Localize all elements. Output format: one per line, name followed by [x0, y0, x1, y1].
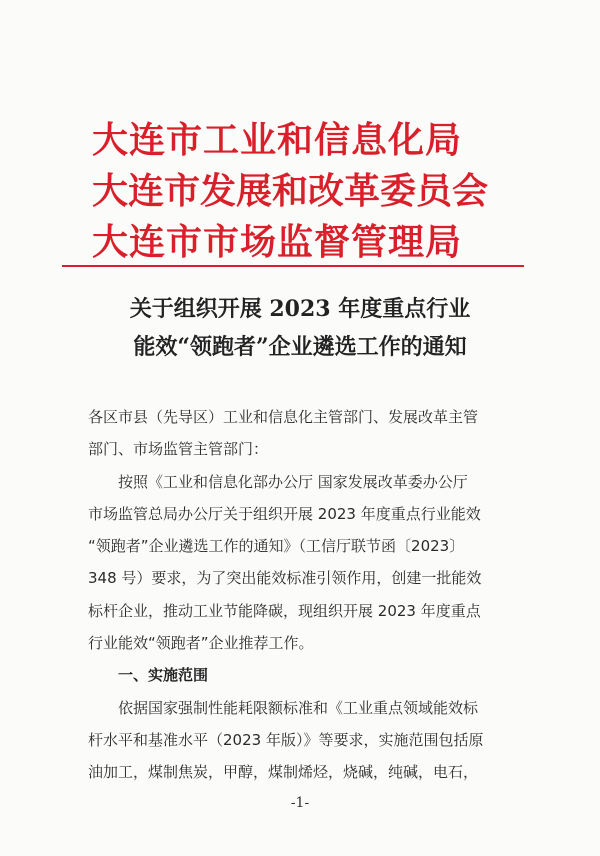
section-heading-scope: 一、实施范围	[118, 666, 209, 685]
letterhead-org-market-supervision: 大连市市场监督管理局	[92, 221, 463, 263]
body-line: 依据国家强制性能耗限额标准和《工业重点领域能效标	[118, 698, 479, 717]
letterhead-org-industry-it: 大连市工业和信息化局	[92, 119, 463, 161]
letterhead-org-development-reform: 大连市发展和改革委员会	[92, 170, 489, 212]
document-body	[88, 401, 528, 789]
document-title-line1: 关于组织开展 2023 年度重点行业	[129, 296, 471, 322]
body-line: 各区市县（先导区）工业和信息化主管部门、发展改革主管	[88, 408, 479, 426]
page-number: -1-	[290, 795, 310, 811]
body-line: 标杆企业，推动工业节能降碳，现组织开展 2023 年度重点	[88, 601, 481, 620]
document-title-line2: 能效“领跑者”企业遴选工作的通知	[133, 334, 467, 360]
body-line: 杆水平和基准水平（2023 年版）》等要求，实施范围包括原	[88, 730, 484, 749]
letterhead	[92, 115, 532, 268]
body-line: 市场监管总局办公厅关于组织开展 2023 年度重点行业能效	[88, 504, 481, 523]
letterhead-divider	[62, 265, 524, 267]
body-line: 部门、市场监管主管部门：	[88, 440, 269, 459]
body-line: 行业能效“领跑者”企业推荐工作。	[88, 634, 314, 653]
body-line: “领跑者”企业遴选工作的通知》（工信厅联节函〔2023〕	[88, 537, 465, 556]
body-line: 348 号）要求，为了突出能效标准引领作用，创建一批能效	[88, 569, 482, 588]
body-line: 油加工，煤制焦炭，甲醇，煤制烯烃，烧碱，纯碱，电石，	[88, 763, 479, 782]
body-line: 按照《工业和信息化部办公厅 国家发展改革委办公厅	[118, 472, 468, 491]
